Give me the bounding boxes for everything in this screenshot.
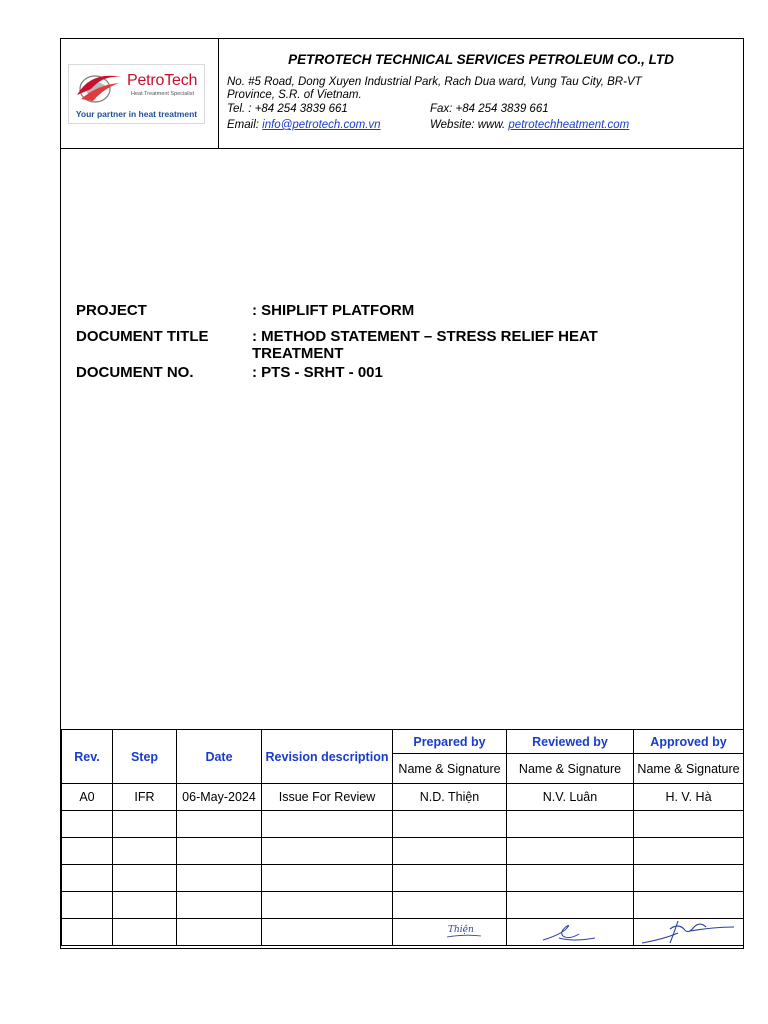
document-number-label: DOCUMENT NO. [76,364,194,381]
phone-fax-row [227,103,549,115]
reviewed-signature [539,920,599,944]
letterhead [61,39,743,149]
document-frame [60,38,744,949]
svg-text:Thiện: Thiện [448,925,474,935]
table-row [62,838,744,865]
document-number-value: : PTS - SRHT - 001 [252,364,383,381]
logo-subtitle: Heat Treatment Specialist [131,91,194,97]
website-label: Website: www. [430,119,509,131]
email-link[interactable]: info@petrotech.com.vn [262,119,381,131]
website-row [430,119,629,131]
logo-wordmark: PetroTech [127,72,198,89]
telephone: Tel. : +84 254 3839 661 [227,103,348,115]
table-header-row [62,730,744,754]
cell-rev: A0 [62,784,113,811]
header-approved-by: Approved by [634,730,744,754]
approved-signature [634,915,738,945]
reviewed-name-signature: Name & Signature [507,754,634,784]
cell-description: Issue For Review [262,784,393,811]
company-logo [68,64,205,124]
cell-prepared: N.D. Thiện [393,784,507,811]
prepared-signature-cell [393,919,507,946]
prepared-name-signature: Name & Signature [393,754,507,784]
document-title-line-2: TREATMENT [252,345,344,362]
table-row [62,784,744,811]
address-line-2: Province, S.R. of Vietnam. [227,89,362,101]
logo-cell [61,39,219,149]
project-label: PROJECT [76,302,147,319]
document-title-label: DOCUMENT TITLE [76,328,209,345]
address-line-1: No. #5 Road, Dong Xuyen Industrial Park, Rach Dua ward, Vung Tau City, BR-VT [227,76,642,88]
company-address [227,76,727,102]
header-prepared-by: Prepared by [393,730,507,754]
project-value: : SHIPLIFT PLATFORM [252,302,415,319]
website-link[interactable]: petrotechheatment.com [508,119,630,131]
signature-row [62,919,744,946]
cell-step: IFR [113,784,177,811]
header-rev: Rev. [62,730,113,784]
approved-name-signature: Name & Signature [634,754,744,784]
cell-date: 06-May-2024 [177,784,262,811]
cell-approved: H. V. Hà [634,784,744,811]
globe-flame-icon [73,69,125,107]
reviewed-signature-cell [507,919,634,946]
approved-signature-cell [634,919,744,946]
header-date: Date [177,730,262,784]
revision-table [61,729,744,946]
header-revision-description: Revision description [262,730,393,784]
company-name: PETROTECH TECHNICAL SERVICES PETROLEUM CO., LTD [288,52,674,67]
table-row [62,811,744,838]
header-reviewed-by: Reviewed by [507,730,634,754]
table-row [62,865,744,892]
email-website-row [227,119,630,131]
fax: Fax: +84 254 3839 661 [430,103,549,115]
cell-reviewed: N.V. Luân [507,784,634,811]
document-title-value [252,328,598,362]
email-label: Email: [227,119,263,131]
prepared-signature [445,920,485,942]
logo-tagline: Your partner in heat treatment [75,109,198,119]
company-info [219,39,743,149]
document-title-line-1: : METHOD STATEMENT – STRESS RELIEF HEAT [252,328,598,345]
header-step: Step [113,730,177,784]
